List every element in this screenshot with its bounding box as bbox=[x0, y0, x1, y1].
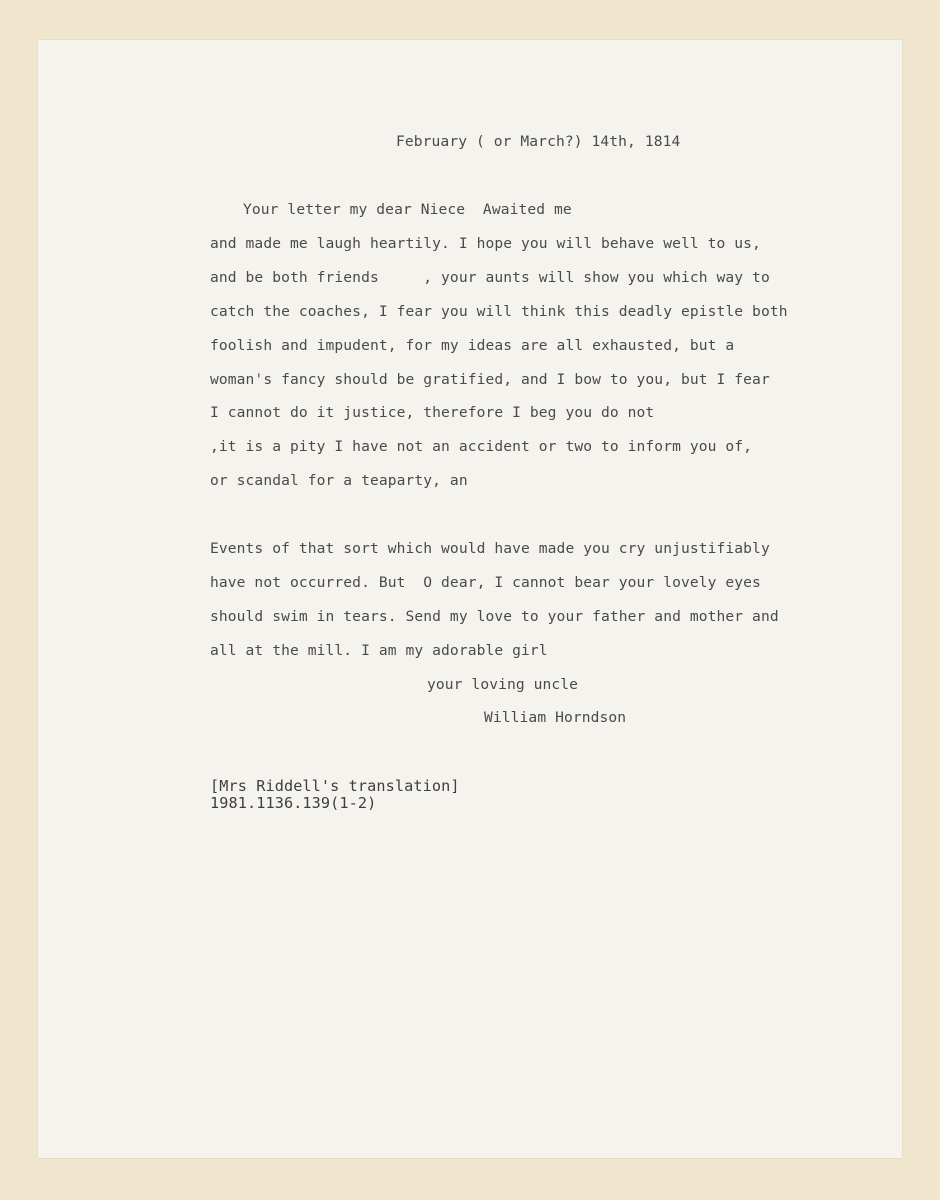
letter-date: February ( or March?) 14th, 1814 bbox=[396, 133, 681, 150]
letter-line: Events of that sort which would have made you cry unjustifiably bbox=[210, 540, 770, 557]
letter-line: foolish and impudent, for my ideas are all exhausted, but a bbox=[210, 337, 735, 354]
letter-line: or scandal for a teaparty, an bbox=[210, 472, 468, 489]
translation-label: [Mrs Riddell's translation] bbox=[210, 777, 460, 795]
letter-line: woman's fancy should be gratified, and I bow to you, but I fear bbox=[210, 371, 770, 388]
letter-line: have not occurred. But O dear, I cannot bear your lovely eyes bbox=[210, 574, 761, 591]
letter-line: all at the mill. I am my adorable girl bbox=[210, 642, 548, 659]
letter-line: and be both friends , your aunts will show you which way to bbox=[210, 269, 770, 286]
letter-line: catch the coaches, I fear you will think this deadly epistle both bbox=[210, 303, 788, 320]
letter-closing: your loving uncle bbox=[427, 676, 579, 693]
letter-line: Your letter my dear Niece Awaited me bbox=[243, 201, 572, 218]
letter-line: I cannot do it justice, therefore I beg you do not bbox=[210, 404, 655, 421]
letter-line: ,it is a pity I have not an accident or two to inform you of, bbox=[210, 438, 753, 455]
accession-number: 1981.1136.139(1-2) bbox=[210, 794, 377, 812]
typed-letter-page bbox=[38, 40, 902, 1158]
letter-signature: William Horndson bbox=[484, 709, 627, 726]
letter-line: should swim in tears. Send my love to your father and mother and bbox=[210, 608, 779, 625]
letter-line: and made me laugh heartily. I hope you will behave well to us, bbox=[210, 235, 761, 252]
